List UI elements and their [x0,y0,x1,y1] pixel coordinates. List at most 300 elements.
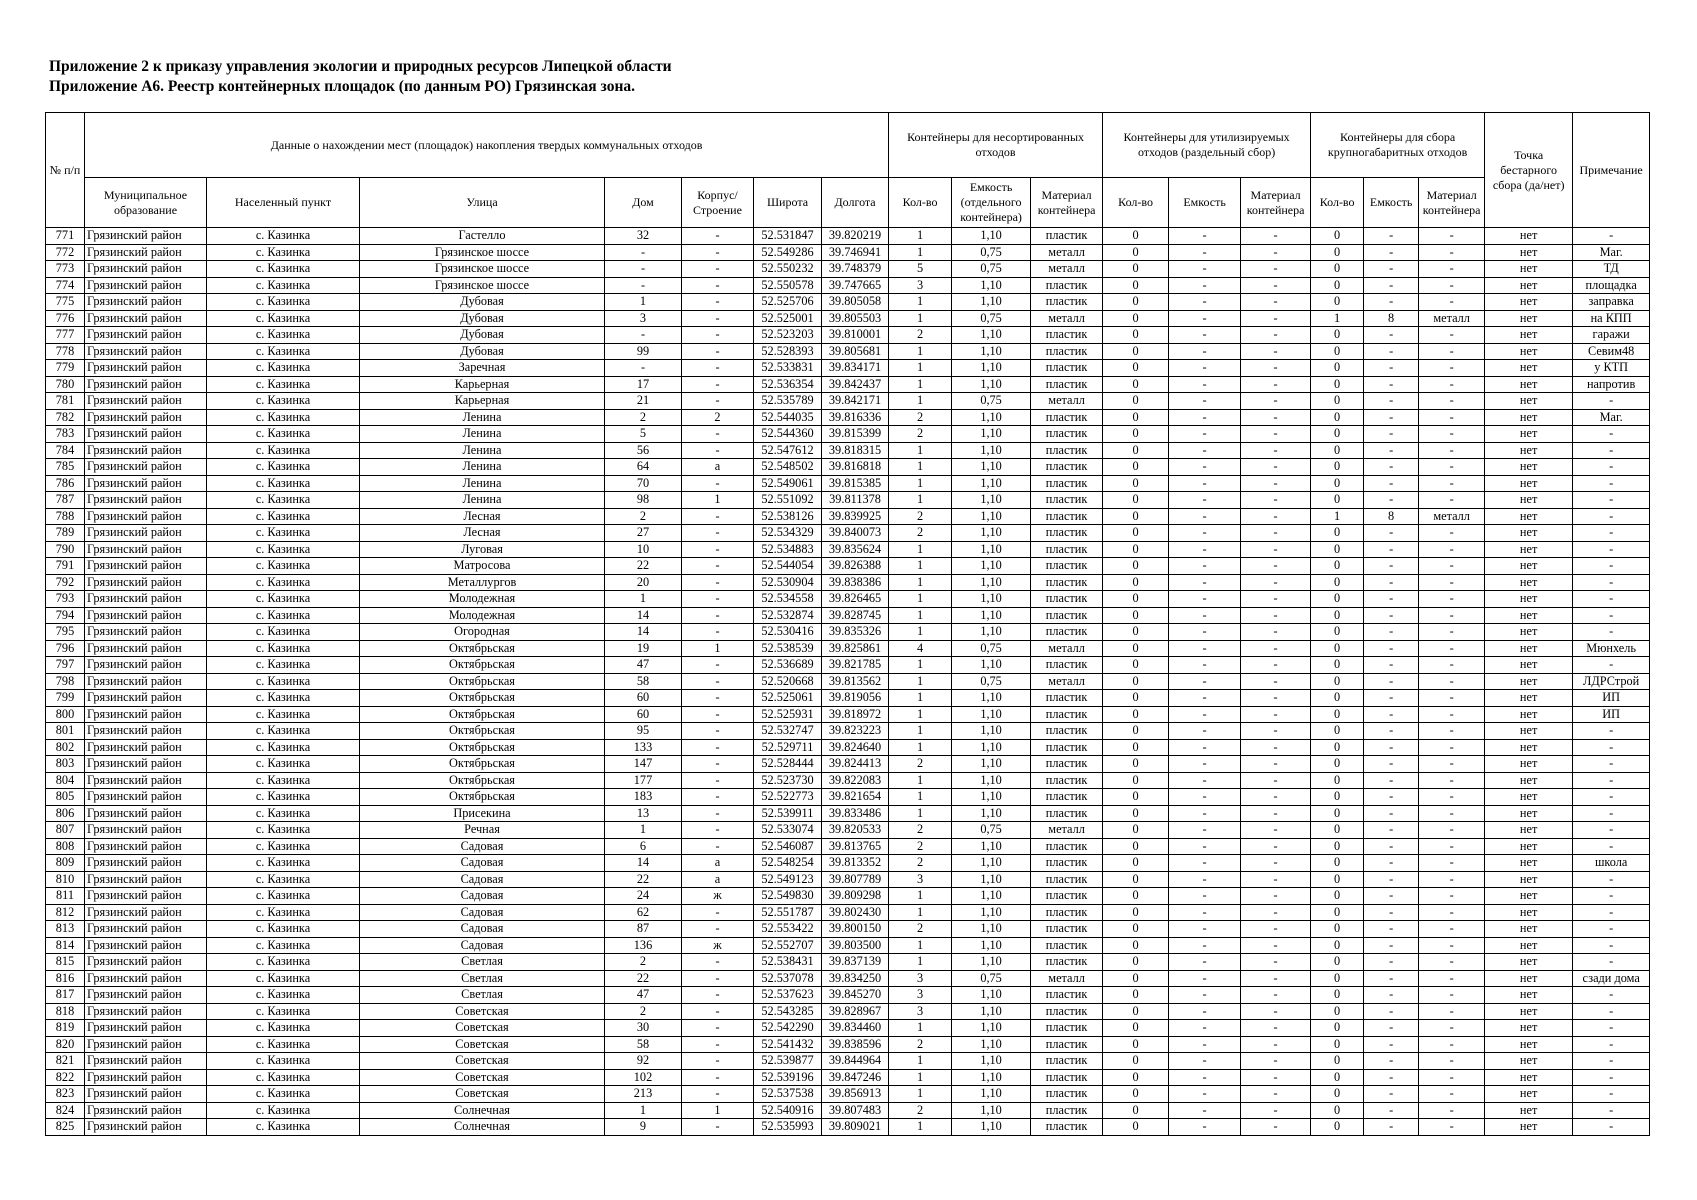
cell-bulky-material: - [1419,822,1485,839]
cell-building: - [682,327,754,344]
cell-building: - [682,822,754,839]
cell-bulky-count: 0 [1311,822,1364,839]
cell-unsorted-count: 1 [889,624,952,641]
cell-unsorted-count: 2 [889,1036,952,1053]
cell-num: 817 [46,987,85,1004]
cell-lon: 39.818972 [822,706,889,723]
cell-bulky-count: 1 [1311,508,1364,525]
cell-municipality: Грязинский район [85,327,207,344]
cell-num: 822 [46,1069,85,1086]
cell-lon: 39.842437 [822,376,889,393]
cell-house: 60 [605,690,682,707]
cell-unsorted-capacity: 1,10 [952,706,1031,723]
cell-settlement: с. Казинка [207,244,360,261]
cell-unsorted-material: пластик [1031,558,1103,575]
cell-bulky-capacity: - [1364,1020,1419,1037]
table-row [46,772,1650,789]
cell-free-point: нет [1485,1036,1573,1053]
cell-unsorted-material: пластик [1031,525,1103,542]
cell-unsorted-capacity: 1,10 [952,739,1031,756]
cell-separate-capacity: - [1169,310,1241,327]
cell-unsorted-capacity: 1,10 [952,871,1031,888]
cell-separate-capacity: - [1169,591,1241,608]
cell-bulky-count: 0 [1311,723,1364,740]
cell-lon: 39.821654 [822,789,889,806]
cell-separate-count: 0 [1103,442,1169,459]
cell-building: - [682,1020,754,1037]
cell-free-point: нет [1485,327,1573,344]
cell-separate-capacity: - [1169,360,1241,377]
cell-bulky-count: 0 [1311,376,1364,393]
cell-house: 2 [605,954,682,971]
cell-unsorted-material: металл [1031,261,1103,278]
cell-bulky-material: - [1419,541,1485,558]
cell-lon: 39.805503 [822,310,889,327]
cell-note: ЛДРСтрой [1573,673,1650,690]
cell-building: - [682,904,754,921]
cell-unsorted-capacity: 1,10 [952,954,1031,971]
cell-separate-material: - [1241,871,1311,888]
cell-unsorted-count: 1 [889,591,952,608]
cell-house: 9 [605,1119,682,1136]
cell-street: Садовая [360,871,605,888]
cell-free-point: нет [1485,409,1573,426]
cell-num: 820 [46,1036,85,1053]
cell-lon: 39.834171 [822,360,889,377]
cell-unsorted-capacity: 1,10 [952,360,1031,377]
cell-separate-material: - [1241,1086,1311,1103]
cell-separate-capacity: - [1169,888,1241,905]
table-row [46,409,1650,426]
cell-num: 789 [46,525,85,542]
cell-unsorted-count: 1 [889,723,952,740]
cell-bulky-count: 0 [1311,954,1364,971]
cell-num: 798 [46,673,85,690]
cell-settlement: с. Казинка [207,1020,360,1037]
cell-unsorted-capacity: 0,75 [952,640,1031,657]
cell-separate-material: - [1241,426,1311,443]
cell-separate-capacity: - [1169,574,1241,591]
cell-unsorted-capacity: 1,10 [952,558,1031,575]
table-row [46,1036,1650,1053]
cell-bulky-material: - [1419,937,1485,954]
cell-note: - [1573,459,1650,476]
cell-free-point: нет [1485,244,1573,261]
cell-settlement: с. Казинка [207,888,360,905]
cell-bulky-count: 0 [1311,739,1364,756]
cell-bulky-material: - [1419,1119,1485,1136]
cell-settlement: с. Казинка [207,855,360,872]
cell-unsorted-count: 1 [889,805,952,822]
cell-free-point: нет [1485,690,1573,707]
cell-lat: 52.538539 [754,640,822,657]
cell-bulky-material: - [1419,591,1485,608]
table-row [46,376,1650,393]
cell-lon: 39.828745 [822,607,889,624]
cell-separate-capacity: - [1169,261,1241,278]
cell-unsorted-capacity: 1,10 [952,475,1031,492]
cell-bulky-material: - [1419,1053,1485,1070]
cell-unsorted-capacity: 1,10 [952,459,1031,476]
cell-bulky-material: - [1419,673,1485,690]
cell-unsorted-count: 2 [889,508,952,525]
cell-lon: 39.746941 [822,244,889,261]
cell-bulky-capacity: - [1364,393,1419,410]
cell-note: - [1573,607,1650,624]
cell-separate-capacity: - [1169,607,1241,624]
table-row [46,607,1650,624]
cell-bulky-capacity: - [1364,459,1419,476]
cell-settlement: с. Казинка [207,261,360,278]
cell-bulky-capacity: - [1364,772,1419,789]
cell-street: Дубовая [360,310,605,327]
table-row [46,855,1650,872]
cell-building: ж [682,937,754,954]
cell-building: а [682,871,754,888]
cell-separate-count: 0 [1103,1020,1169,1037]
cell-bulky-count: 0 [1311,921,1364,938]
cell-bulky-material: - [1419,723,1485,740]
cell-unsorted-count: 1 [889,1119,952,1136]
cell-separate-capacity: - [1169,492,1241,509]
cell-municipality: Грязинский район [85,1020,207,1037]
cell-lon: 39.845270 [822,987,889,1004]
cell-municipality: Грязинский район [85,558,207,575]
cell-house: 22 [605,558,682,575]
cell-num: 779 [46,360,85,377]
cell-street: Огородная [360,624,605,641]
cell-lat: 52.543285 [754,1003,822,1020]
cell-bulky-material: - [1419,1036,1485,1053]
cell-separate-count: 0 [1103,426,1169,443]
cell-lon: 39.847246 [822,1069,889,1086]
cell-separate-material: - [1241,888,1311,905]
cell-bulky-material: - [1419,426,1485,443]
cell-separate-capacity: - [1169,954,1241,971]
cell-separate-capacity: - [1169,558,1241,575]
table-row [46,805,1650,822]
cell-unsorted-material: пластик [1031,624,1103,641]
cell-municipality: Грязинский район [85,360,207,377]
cell-settlement: с. Казинка [207,294,360,311]
cell-house: 13 [605,805,682,822]
cell-separate-count: 0 [1103,508,1169,525]
cell-settlement: с. Казинка [207,838,360,855]
cell-lat: 52.534329 [754,525,822,542]
cell-separate-material: - [1241,706,1311,723]
cell-house: 87 [605,921,682,938]
cell-free-point: нет [1485,1069,1573,1086]
cell-num: 811 [46,888,85,905]
cell-settlement: с. Казинка [207,492,360,509]
cell-bulky-material: - [1419,294,1485,311]
cell-bulky-count: 0 [1311,409,1364,426]
table-row [46,244,1650,261]
cell-building: - [682,1086,754,1103]
cell-house: 6 [605,838,682,855]
cell-lon: 39.821785 [822,657,889,674]
cell-separate-count: 0 [1103,1102,1169,1119]
cell-lon: 39.823223 [822,723,889,740]
cell-unsorted-count: 3 [889,277,952,294]
cell-unsorted-count: 1 [889,1020,952,1037]
cell-bulky-material: - [1419,624,1485,641]
cell-house: 70 [605,475,682,492]
cell-bulky-material: - [1419,1003,1485,1020]
cell-separate-material: - [1241,1102,1311,1119]
header-separate-group: Контейнеры для утилизируемых отходов (раздельный сбор) [1103,113,1311,178]
cell-municipality: Грязинский район [85,393,207,410]
cell-unsorted-material: пластик [1031,343,1103,360]
cell-note: сзади дома [1573,970,1650,987]
cell-num: 793 [46,591,85,608]
cell-settlement: с. Казинка [207,772,360,789]
cell-lon: 39.824413 [822,756,889,773]
cell-lat: 52.544035 [754,409,822,426]
cell-lat: 52.540916 [754,1102,822,1119]
cell-unsorted-material: пластик [1031,855,1103,872]
table-row [46,987,1650,1004]
cell-note: - [1573,1053,1650,1070]
cell-free-point: нет [1485,970,1573,987]
cell-street: Октябрьская [360,772,605,789]
cell-separate-capacity: - [1169,921,1241,938]
cell-street: Октябрьская [360,690,605,707]
cell-note: - [1573,1036,1650,1053]
cell-house: - [605,277,682,294]
cell-lat: 52.536354 [754,376,822,393]
cell-note: - [1573,937,1650,954]
cell-separate-count: 0 [1103,393,1169,410]
cell-lat: 52.549123 [754,871,822,888]
cell-bulky-capacity: - [1364,277,1419,294]
cell-unsorted-count: 1 [889,937,952,954]
table-row [46,541,1650,558]
cell-free-point: нет [1485,822,1573,839]
cell-unsorted-material: пластик [1031,690,1103,707]
cell-note: - [1573,789,1650,806]
cell-unsorted-count: 1 [889,739,952,756]
cell-separate-capacity: - [1169,294,1241,311]
cell-lon: 39.856913 [822,1086,889,1103]
cell-separate-count: 0 [1103,574,1169,591]
cell-separate-material: - [1241,723,1311,740]
cell-municipality: Грязинский район [85,921,207,938]
cell-settlement: с. Казинка [207,426,360,443]
header-unsorted-material: Материал контейнера [1031,178,1103,228]
cell-free-point: нет [1485,558,1573,575]
cell-lon: 39.803500 [822,937,889,954]
cell-lat: 52.530904 [754,574,822,591]
cell-settlement: с. Казинка [207,459,360,476]
cell-bulky-count: 0 [1311,1086,1364,1103]
cell-free-point: нет [1485,640,1573,657]
cell-settlement: с. Казинка [207,607,360,624]
table-row [46,789,1650,806]
cell-unsorted-count: 1 [889,459,952,476]
cell-num: 778 [46,343,85,360]
cell-separate-count: 0 [1103,871,1169,888]
cell-num: 813 [46,921,85,938]
cell-note: - [1573,1069,1650,1086]
cell-unsorted-count: 1 [889,475,952,492]
table-row [46,756,1650,773]
cell-building: - [682,475,754,492]
table-row [46,673,1650,690]
cell-unsorted-material: пластик [1031,1069,1103,1086]
cell-bulky-material: - [1419,360,1485,377]
header-settlement: Населенный пункт [207,178,360,228]
cell-unsorted-count: 1 [889,310,952,327]
cell-unsorted-capacity: 1,10 [952,855,1031,872]
cell-building: - [682,987,754,1004]
cell-separate-material: - [1241,772,1311,789]
cell-bulky-capacity: - [1364,970,1419,987]
cell-municipality: Грязинский район [85,1102,207,1119]
cell-note: гаражи [1573,327,1650,344]
table-row [46,706,1650,723]
cell-free-point: нет [1485,723,1573,740]
cell-unsorted-material: пластик [1031,607,1103,624]
cell-separate-material: - [1241,987,1311,1004]
cell-bulky-material: - [1419,261,1485,278]
cell-bulky-material: - [1419,1102,1485,1119]
cell-lon: 39.844964 [822,1053,889,1070]
cell-building: - [682,508,754,525]
cell-separate-capacity: - [1169,541,1241,558]
cell-free-point: нет [1485,508,1573,525]
cell-num: 791 [46,558,85,575]
cell-bulky-count: 0 [1311,1069,1364,1086]
cell-separate-count: 0 [1103,492,1169,509]
cell-unsorted-capacity: 1,10 [952,723,1031,740]
cell-note: ТД [1573,261,1650,278]
cell-bulky-capacity: - [1364,822,1419,839]
cell-note: - [1573,558,1650,575]
cell-bulky-material: - [1419,1069,1485,1086]
cell-municipality: Грязинский район [85,805,207,822]
cell-house: 47 [605,987,682,1004]
cell-street: Заречная [360,360,605,377]
header-street: Улица [360,178,605,228]
cell-building: - [682,310,754,327]
cell-building: - [682,591,754,608]
document-title-line-2: Приложение А6. Реестр контейнерных площадок (по данным РО) Грязинская зона. [49,78,635,95]
cell-unsorted-material: пластик [1031,277,1103,294]
cell-bulky-material: - [1419,228,1485,245]
cell-municipality: Грязинский район [85,244,207,261]
cell-unsorted-count: 1 [889,541,952,558]
cell-bulky-capacity: 8 [1364,310,1419,327]
cell-house: 2 [605,508,682,525]
cell-num: 823 [46,1086,85,1103]
cell-unsorted-capacity: 1,10 [952,987,1031,1004]
cell-unsorted-material: пластик [1031,294,1103,311]
cell-free-point: нет [1485,228,1573,245]
cell-separate-count: 0 [1103,1036,1169,1053]
cell-unsorted-material: пластик [1031,442,1103,459]
cell-unsorted-capacity: 1,10 [952,756,1031,773]
cell-lat: 52.533074 [754,822,822,839]
header-separate-capacity: Емкость [1169,178,1241,228]
cell-separate-count: 0 [1103,244,1169,261]
cell-unsorted-capacity: 1,10 [952,492,1031,509]
cell-note: - [1573,822,1650,839]
cell-municipality: Грязинский район [85,426,207,443]
cell-separate-count: 0 [1103,921,1169,938]
cell-lat: 52.537078 [754,970,822,987]
cell-lon: 39.835326 [822,624,889,641]
cell-street: Карьерная [360,393,605,410]
cell-building: - [682,343,754,360]
cell-bulky-capacity: - [1364,954,1419,971]
cell-municipality: Грязинский район [85,871,207,888]
cell-num: 795 [46,624,85,641]
cell-num: 807 [46,822,85,839]
cell-bulky-count: 0 [1311,772,1364,789]
cell-unsorted-material: металл [1031,244,1103,261]
cell-house: 20 [605,574,682,591]
cell-bulky-capacity: - [1364,409,1419,426]
cell-settlement: с. Казинка [207,921,360,938]
cell-num: 808 [46,838,85,855]
cell-municipality: Грязинский район [85,624,207,641]
cell-bulky-count: 0 [1311,607,1364,624]
cell-separate-material: - [1241,690,1311,707]
cell-free-point: нет [1485,921,1573,938]
cell-note: напротив [1573,376,1650,393]
cell-num: 790 [46,541,85,558]
cell-separate-count: 0 [1103,475,1169,492]
cell-unsorted-count: 1 [889,888,952,905]
cell-free-point: нет [1485,1119,1573,1136]
cell-unsorted-count: 3 [889,1003,952,1020]
cell-unsorted-material: пластик [1031,591,1103,608]
cell-separate-count: 0 [1103,1053,1169,1070]
cell-settlement: с. Казинка [207,904,360,921]
cell-separate-material: - [1241,838,1311,855]
cell-separate-capacity: - [1169,327,1241,344]
cell-bulky-capacity: - [1364,871,1419,888]
cell-separate-material: - [1241,607,1311,624]
cell-unsorted-material: пластик [1031,459,1103,476]
cell-street: Садовая [360,937,605,954]
cell-lon: 39.826465 [822,591,889,608]
cell-bulky-capacity: 8 [1364,508,1419,525]
cell-separate-count: 0 [1103,937,1169,954]
cell-bulky-capacity: - [1364,475,1419,492]
cell-note: - [1573,475,1650,492]
cell-bulky-material: - [1419,574,1485,591]
cell-lat: 52.533831 [754,360,822,377]
cell-free-point: нет [1485,1086,1573,1103]
cell-free-point: нет [1485,426,1573,443]
cell-unsorted-count: 1 [889,690,952,707]
table-row [46,1053,1650,1070]
cell-municipality: Грязинский район [85,673,207,690]
cell-settlement: с. Казинка [207,756,360,773]
cell-lat: 52.522773 [754,789,822,806]
table-row [46,954,1650,971]
cell-bulky-count: 0 [1311,904,1364,921]
cell-lat: 52.539911 [754,805,822,822]
cell-bulky-count: 0 [1311,855,1364,872]
cell-unsorted-capacity: 1,10 [952,426,1031,443]
cell-unsorted-material: пластик [1031,657,1103,674]
cell-unsorted-capacity: 1,10 [952,838,1031,855]
cell-num: 802 [46,739,85,756]
cell-building: - [682,739,754,756]
